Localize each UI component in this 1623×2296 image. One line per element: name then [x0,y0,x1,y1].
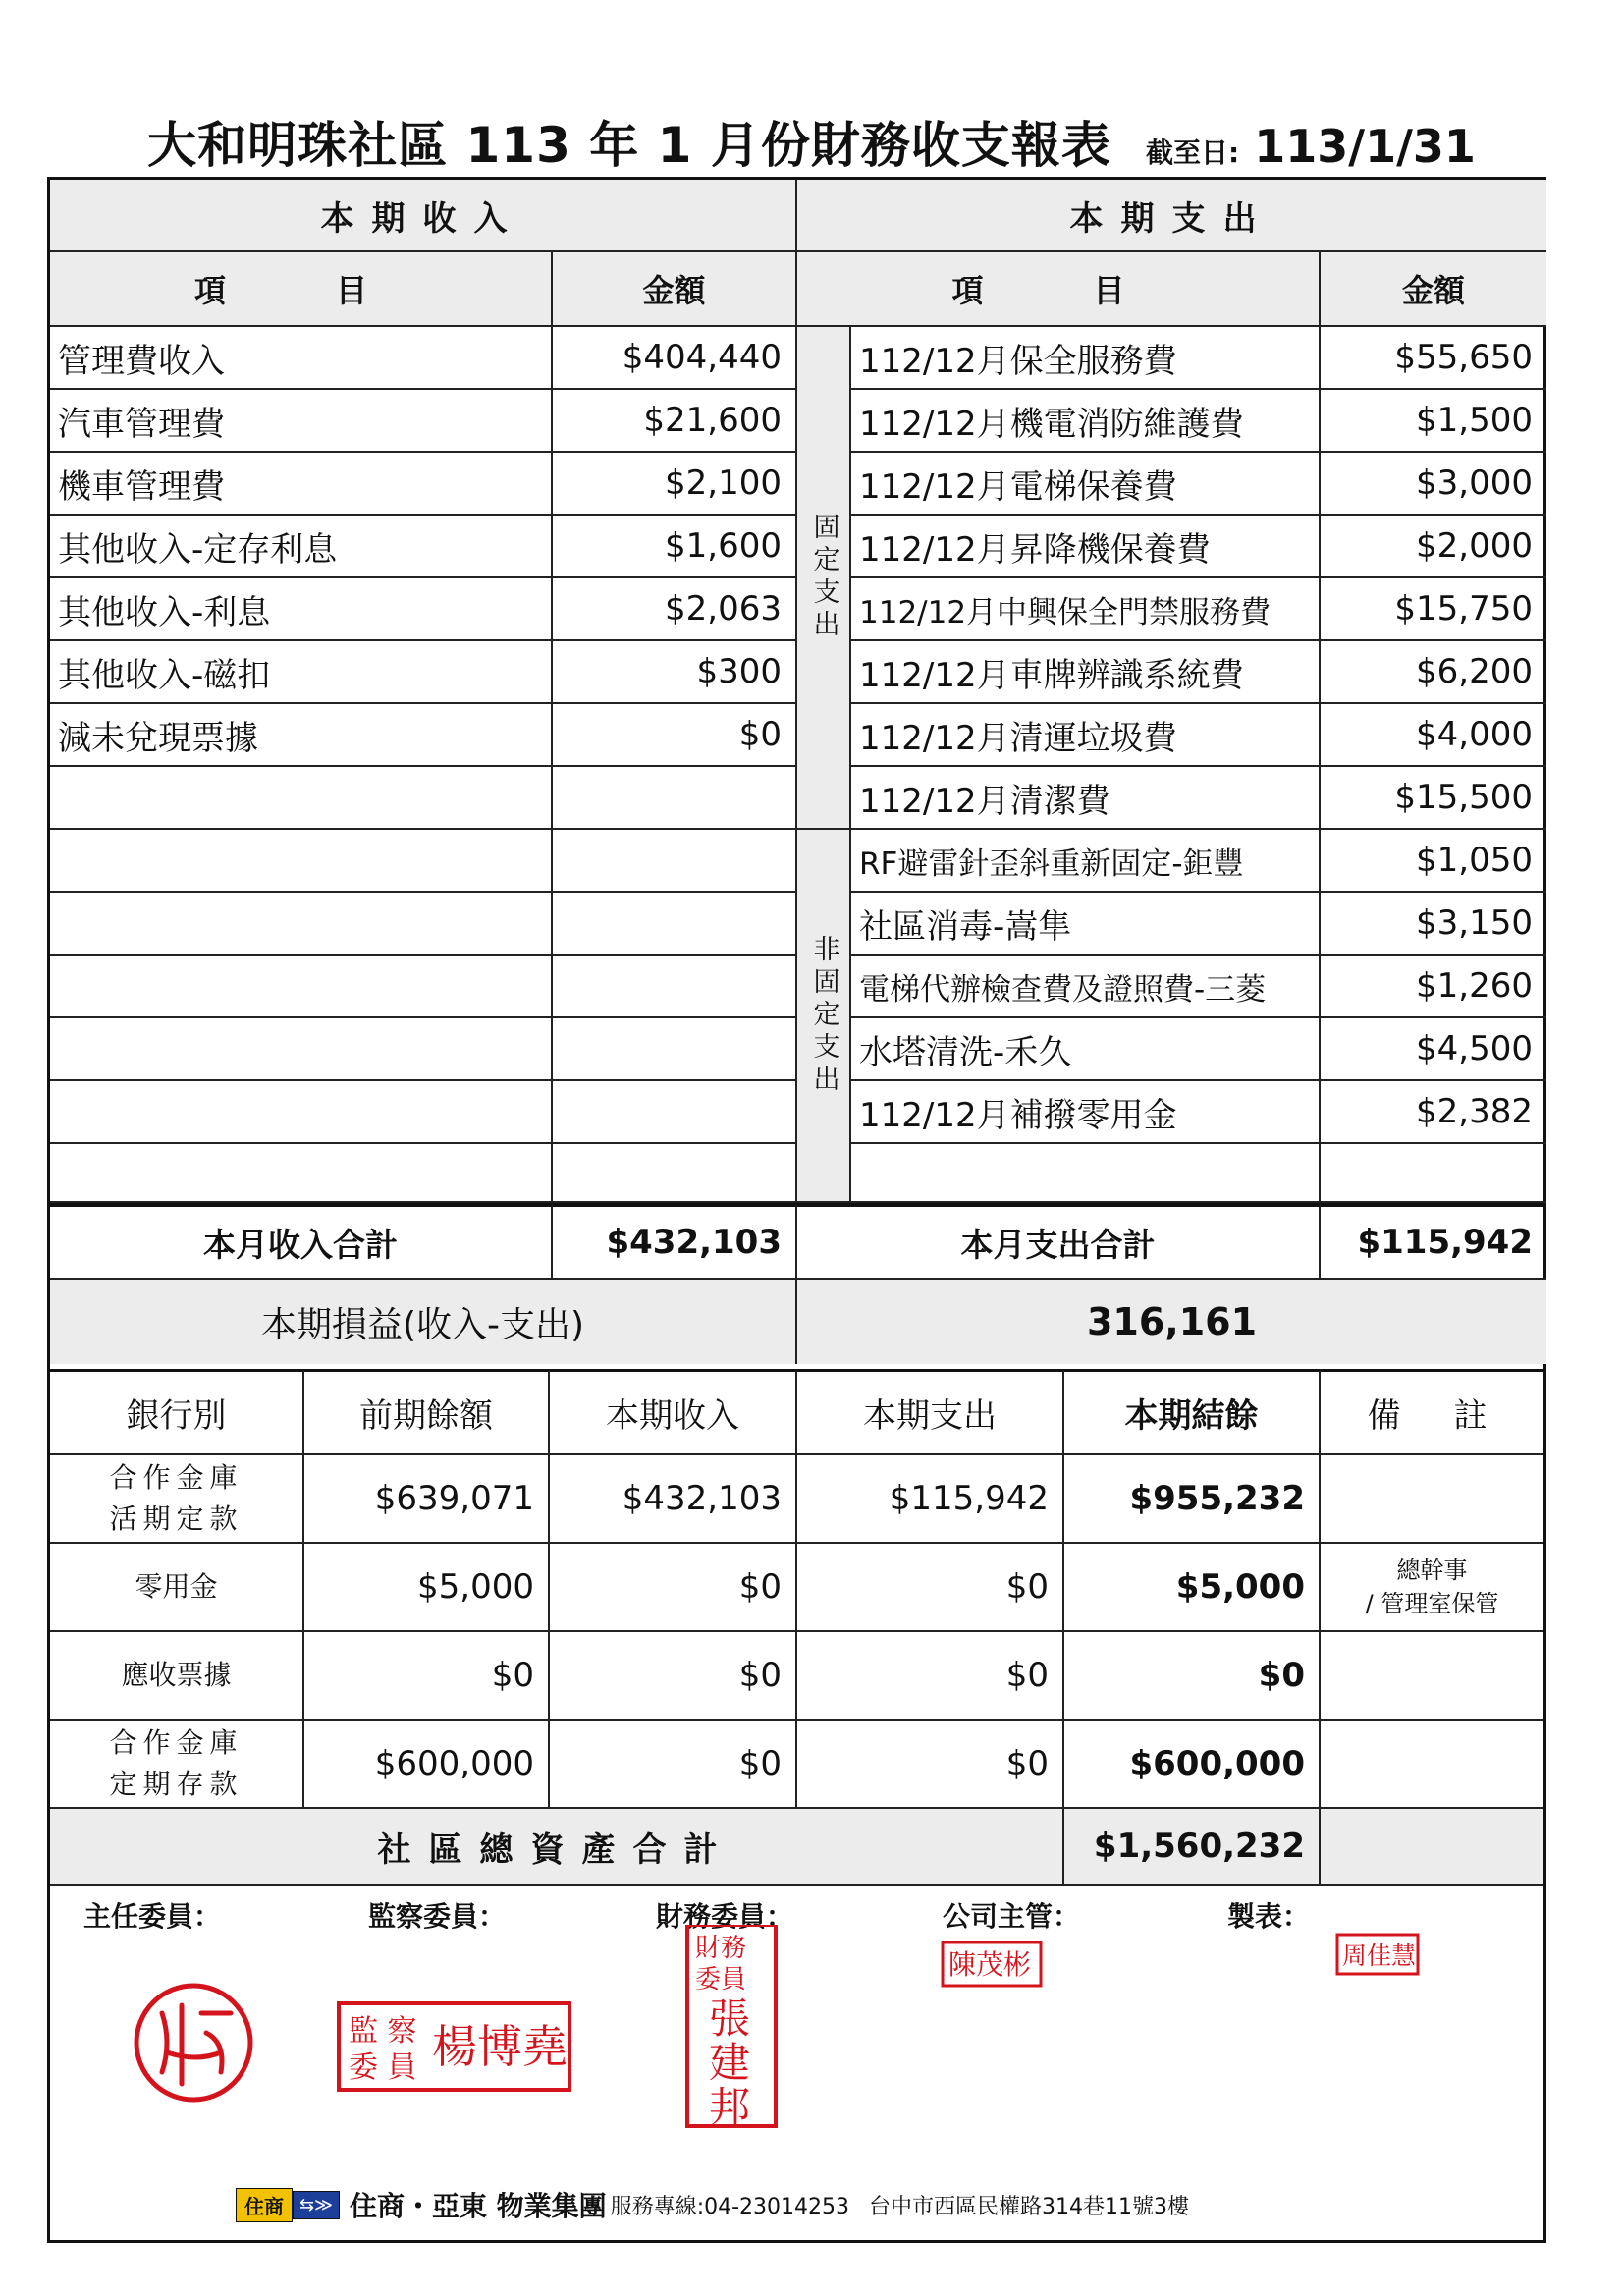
title-main: 大和明珠社區 113 年 1 月份財務收支報表 [147,117,1111,174]
expense-item: 112/12月清運垃圾費 [851,704,1321,767]
company-address: 台中市西區民權路314巷11號3樓 [869,2194,1189,2219]
company-seal [943,1942,1041,1986]
income-total-amount: $432,103 [553,1203,797,1280]
empty-cell [851,1144,1321,1203]
company-label: 公司主管： [943,1900,1081,1933]
footer [236,2185,1189,2224]
expense-item: 112/12月機電消防維護費 [851,390,1321,453]
bank-col-name: 銀行別 [50,1369,304,1455]
bank-balance: $5,000 [1064,1544,1321,1632]
bank-note [1321,1721,1543,1809]
bank-row-name [50,1632,304,1721]
supervisor-seal [339,2003,569,2090]
bank-expense: $0 [797,1721,1064,1809]
income-item: 管理費收入 [50,327,553,390]
empty-cell [1321,1809,1543,1886]
profit-value: 316,161 [797,1280,1546,1364]
bank-prev: $639,071 [304,1455,550,1544]
expense-col-item: 項 目 [797,252,1321,327]
bank-col-note: 備 註 [1321,1369,1543,1455]
bank-note-line1: 總幹事 [1396,1557,1468,1584]
bank-note [1321,1544,1543,1632]
empty-cell [50,1081,553,1144]
svg-text:陳茂彬: 陳茂彬 [948,1948,1032,1981]
empty-cell [50,956,553,1018]
logo-arrows-icon: ⇆≫ [293,2191,340,2219]
bank-expense: $0 [797,1544,1064,1632]
bank-balance: $600,000 [1064,1721,1321,1809]
bank-name-line1: 合作金庫 [109,1726,243,1759]
logo-text: 住商 [236,2188,293,2222]
expense-amount: $1,500 [1321,390,1546,453]
expense-item: 社區消毒-嵩隼 [851,893,1321,956]
expense-amount: $4,000 [1321,704,1546,767]
expense-amount: $3,000 [1321,453,1546,516]
income-amount: $2,063 [553,578,797,641]
total-assets-label: 社區總資產合計 [50,1809,1064,1886]
preparer-label: 製表： [1227,1900,1311,1933]
company-logo [236,2188,340,2222]
expense-amount: $55,650 [1321,327,1546,390]
empty-cell [50,1018,553,1081]
empty-cell [50,1144,553,1203]
nonfixed-expense-label [797,830,851,1203]
svg-text:周佳慧: 周佳慧 [1342,1941,1417,1970]
income-amount: $404,440 [553,327,797,390]
bank-name-line1: 零用金 [135,1570,218,1603]
supervisor-label: 監察委員： [368,1900,507,1933]
empty-cell [553,767,797,830]
bank-prev: $5,000 [304,1544,550,1632]
bank-row-name [50,1544,304,1632]
empty-cell [553,1144,797,1203]
income-header: 本期收入 [50,180,797,252]
cutoff-label: 截至日: [1145,137,1240,169]
svg-text:張: 張 [709,1995,751,2043]
expense-amount: $2,000 [1321,516,1546,578]
empty-cell [50,893,553,956]
svg-text:楊博堯: 楊博堯 [432,2020,568,2073]
income-total-label: 本月收入合計 [50,1203,553,1280]
finance-seal [687,1925,776,2131]
expense-amount: $2,382 [1321,1081,1546,1144]
income-item: 機車管理費 [50,453,553,516]
signature-stamps [0,1925,1623,2219]
income-item: 減未兌現票據 [50,704,553,767]
expense-item: 112/12月電梯保養費 [851,453,1321,516]
bank-name-line2: 活期定款 [109,1503,243,1535]
bank-expense: $0 [797,1632,1064,1721]
report-title [0,106,1623,177]
expense-item: 112/12月補撥零用金 [851,1081,1321,1144]
empty-cell [553,1081,797,1144]
bank-col-prev: 前期餘額 [304,1369,550,1455]
bank-prev: $600,000 [304,1721,550,1809]
expense-item: 112/12月車牌辨識系統費 [851,641,1321,704]
expense-item: 112/12月中興保全門禁服務費 [851,578,1321,641]
company-name: 住商・亞東 物業集團 [349,2190,607,2222]
expense-amount: $15,500 [1321,767,1546,830]
expense-amount: $1,050 [1321,830,1546,893]
bank-col-balance: 本期結餘 [1064,1369,1321,1455]
expense-amount: $6,200 [1321,641,1546,704]
bank-note [1321,1455,1543,1544]
bank-prev: $0 [304,1632,550,1721]
bank-name-line1: 應收票據 [121,1659,232,1691]
preparer-seal [1337,1935,1418,1974]
expense-item: RF避雷針歪斜重新固定-鉅豐 [851,830,1321,893]
svg-text:財務: 財務 [695,1934,747,1963]
expense-header: 本期支出 [797,180,1546,252]
chair-label: 主任委員： [83,1900,222,1933]
income-amount: $21,600 [553,390,797,453]
bank-income: $0 [550,1721,797,1809]
income-item: 汽車管理費 [50,390,553,453]
nonfixed-expense-label-text: 非固定支出 [808,934,839,1097]
bank-name-line2: 定期存款 [109,1768,243,1800]
income-amount: $0 [553,704,797,767]
fixed-expense-label [797,327,851,830]
bank-col-expense: 本期支出 [797,1369,1064,1455]
bank-row-name [50,1455,304,1544]
svg-text:監 察: 監 察 [349,2014,417,2049]
empty-cell [50,830,553,893]
finance-label: 財務委員： [656,1900,794,1933]
bank-col-income: 本期收入 [550,1369,797,1455]
bank-expense: $115,942 [797,1455,1064,1544]
empty-cell [553,893,797,956]
income-amount: $1,600 [553,516,797,578]
chair-seal [136,1986,250,2100]
income-item: 其他收入-利息 [50,578,553,641]
empty-cell [553,956,797,1018]
empty-cell [50,767,553,830]
expense-amount: $3,150 [1321,893,1546,956]
income-item: 其他收入-定存利息 [50,516,553,578]
bank-row-name [50,1721,304,1809]
fixed-expense-label-text: 固定支出 [808,513,839,642]
expense-col-amount: 金額 [1321,252,1546,327]
expense-item: 水塔清洗-禾久 [851,1018,1321,1081]
bank-income: $0 [550,1632,797,1721]
income-item: 其他收入-磁扣 [50,641,553,704]
svg-text:委員: 委員 [695,1965,747,1995]
income-amount: $300 [553,641,797,704]
bank-note-line2: / 管理室保管 [1365,1590,1499,1617]
expense-total-amount: $115,942 [1321,1203,1546,1280]
expense-item: 電梯代辦檢查費及證照費-三菱 [851,956,1321,1018]
bank-note [1321,1632,1543,1721]
cutoff-date: 113/1/31 [1254,120,1476,173]
expense-item: 112/12月清潔費 [851,767,1321,830]
expense-amount: $4,500 [1321,1018,1546,1081]
svg-text:委 員: 委 員 [349,2050,417,2085]
expense-amount: $15,750 [1321,578,1546,641]
svg-text:建: 建 [709,2039,751,2087]
empty-cell [1321,1144,1546,1203]
total-assets-amount: $1,560,232 [1064,1809,1321,1886]
income-amount: $2,100 [553,453,797,516]
income-col-amount: 金額 [553,252,797,327]
expense-total-label: 本月支出合計 [797,1203,1321,1280]
expense-amount: $1,260 [1321,956,1546,1018]
svg-text:邦: 邦 [709,2083,751,2131]
bank-income: $432,103 [550,1455,797,1544]
bank-name-line1: 合作金庫 [109,1461,243,1494]
empty-cell [553,830,797,893]
service-hotline: 服務專線:04-23014253 [610,2194,850,2219]
bank-income: $0 [550,1544,797,1632]
profit-label: 本期損益(收入-支出) [50,1280,797,1364]
bank-balance: $0 [1064,1632,1321,1721]
bank-balance: $955,232 [1064,1455,1321,1544]
expense-item: 112/12月保全服務費 [851,327,1321,390]
income-col-item: 項 目 [50,252,553,327]
empty-cell [553,1018,797,1081]
expense-item: 112/12月昇降機保養費 [851,516,1321,578]
finance-table [47,177,1546,1364]
